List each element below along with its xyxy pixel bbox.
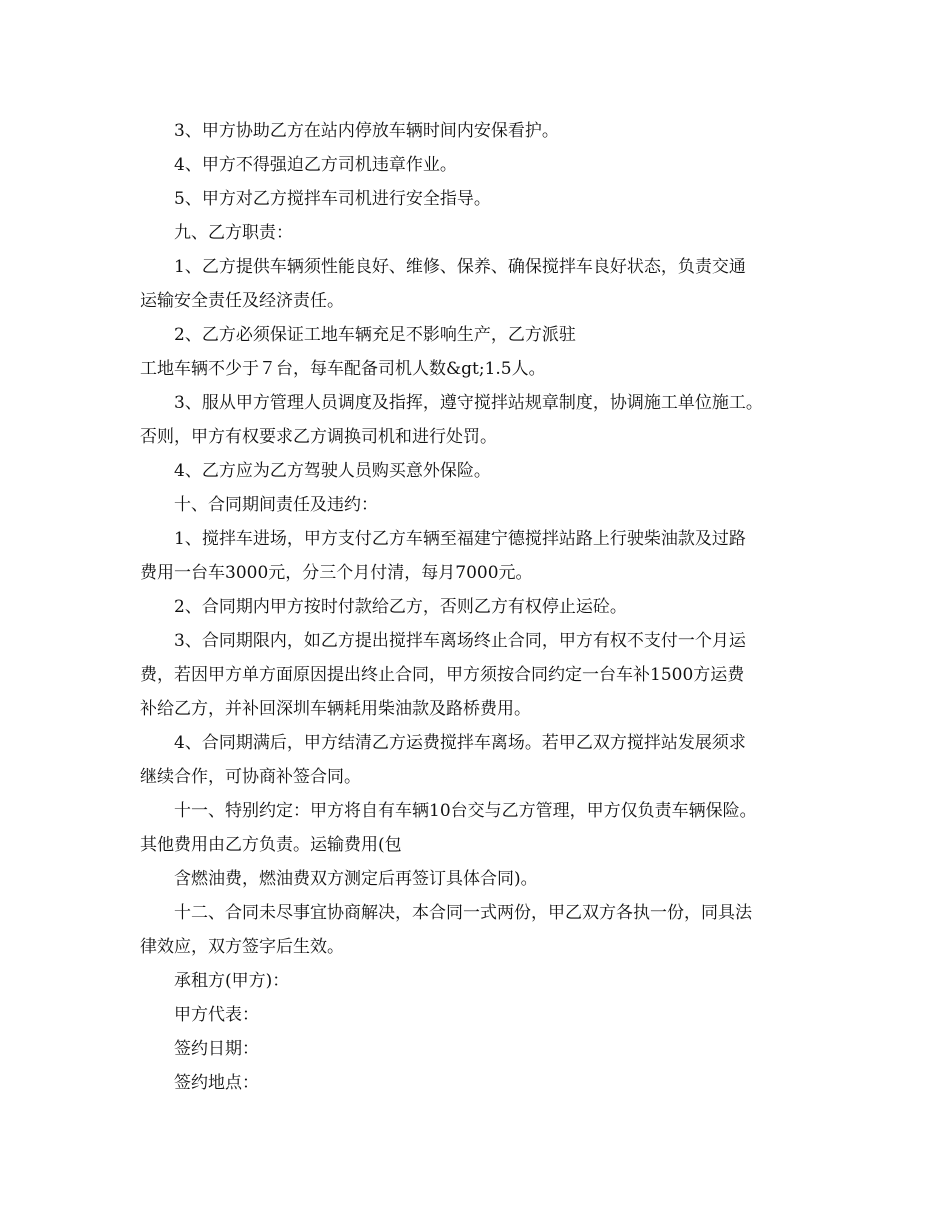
signature-block bbox=[140, 964, 820, 1100]
clause-c2: 2、合同期内甲方按时付款给乙方，否则乙方有权停止运砼。 bbox=[174, 597, 627, 617]
representative-label: 甲方代表： bbox=[174, 1005, 259, 1025]
clause-a5: 5、甲方对乙方搅拌车司机进行安全指导。 bbox=[174, 189, 491, 209]
clause-c1: 1、搅拌车进场，甲方支付乙方车辆至福建宁德搅拌站路上行驶柴油款及过路 费用一台车3000元，分三个月付清，每月7000元。 bbox=[140, 529, 746, 583]
clause-11-cont: 含燃油费，燃油费双方测定后再签订具体合同)。 bbox=[174, 869, 538, 889]
section-heading-10: 十、合同期间责任及违约： bbox=[174, 495, 378, 515]
clause-12: 十二、合同未尽事宜协商解决，本合同一式两份，甲乙双方各执一份，同具法 律效应，双方签字后生效。 bbox=[140, 903, 752, 957]
sign-place-label: 签约地点： bbox=[174, 1073, 259, 1093]
clause-b3: 3、服从甲方管理人员调度及指挥，遵守搅拌站规章制度，协调施工单位施工。 否则，甲方有权要求乙方调换司机和进行处罚。 bbox=[140, 393, 763, 447]
clause-a3: 3、甲方协助乙方在站内停放车辆时间内安保看护。 bbox=[174, 121, 559, 141]
sign-date-label: 签约日期： bbox=[174, 1039, 259, 1059]
clause-b4: 4、乙方应为乙方驾驶人员购买意外保险。 bbox=[174, 461, 491, 481]
clause-c4: 4、合同期满后，甲方结清乙方运费搅拌车离场。若甲乙双方搅拌站发展须求 继续合作，可协商补签合同。 bbox=[140, 733, 746, 787]
clause-b2-part1: 2、乙方必须保证工地车辆充足不影响生产，乙方派驻 bbox=[174, 325, 576, 345]
section-heading-9: 九、乙方职责： bbox=[174, 223, 293, 243]
clause-a4: 4、甲方不得强迫乙方司机违章作业。 bbox=[174, 155, 457, 175]
clause-11: 十一、特别约定：甲方将自有车辆10台交与乙方管理，甲方仅负责车辆保险。 其他费用由乙方负责。运输费用(包 bbox=[140, 801, 757, 855]
clause-b1: 1、乙方提供车辆须性能良好、维修、保养、确保搅拌车良好状态，负责交通 运输安全责任及经济责任。 bbox=[140, 257, 746, 311]
clause-c3: 3、合同期限内，如乙方提出搅拌车离场终止合同，甲方有权不支付一个月运 费，若因甲方单方面原因提出终止合同，甲方须按合同约定一台车补1500方运费 补给乙方，并补回深圳车辆耗用柴油款及路桥费用。 bbox=[140, 631, 746, 719]
clause-b2-part2: 工地车辆不少于７台，每车配备司机人数&gt;1.5人。 bbox=[140, 359, 546, 379]
lessee-label: 承租方(甲方)： bbox=[174, 971, 290, 991]
contract-page bbox=[140, 114, 820, 1100]
